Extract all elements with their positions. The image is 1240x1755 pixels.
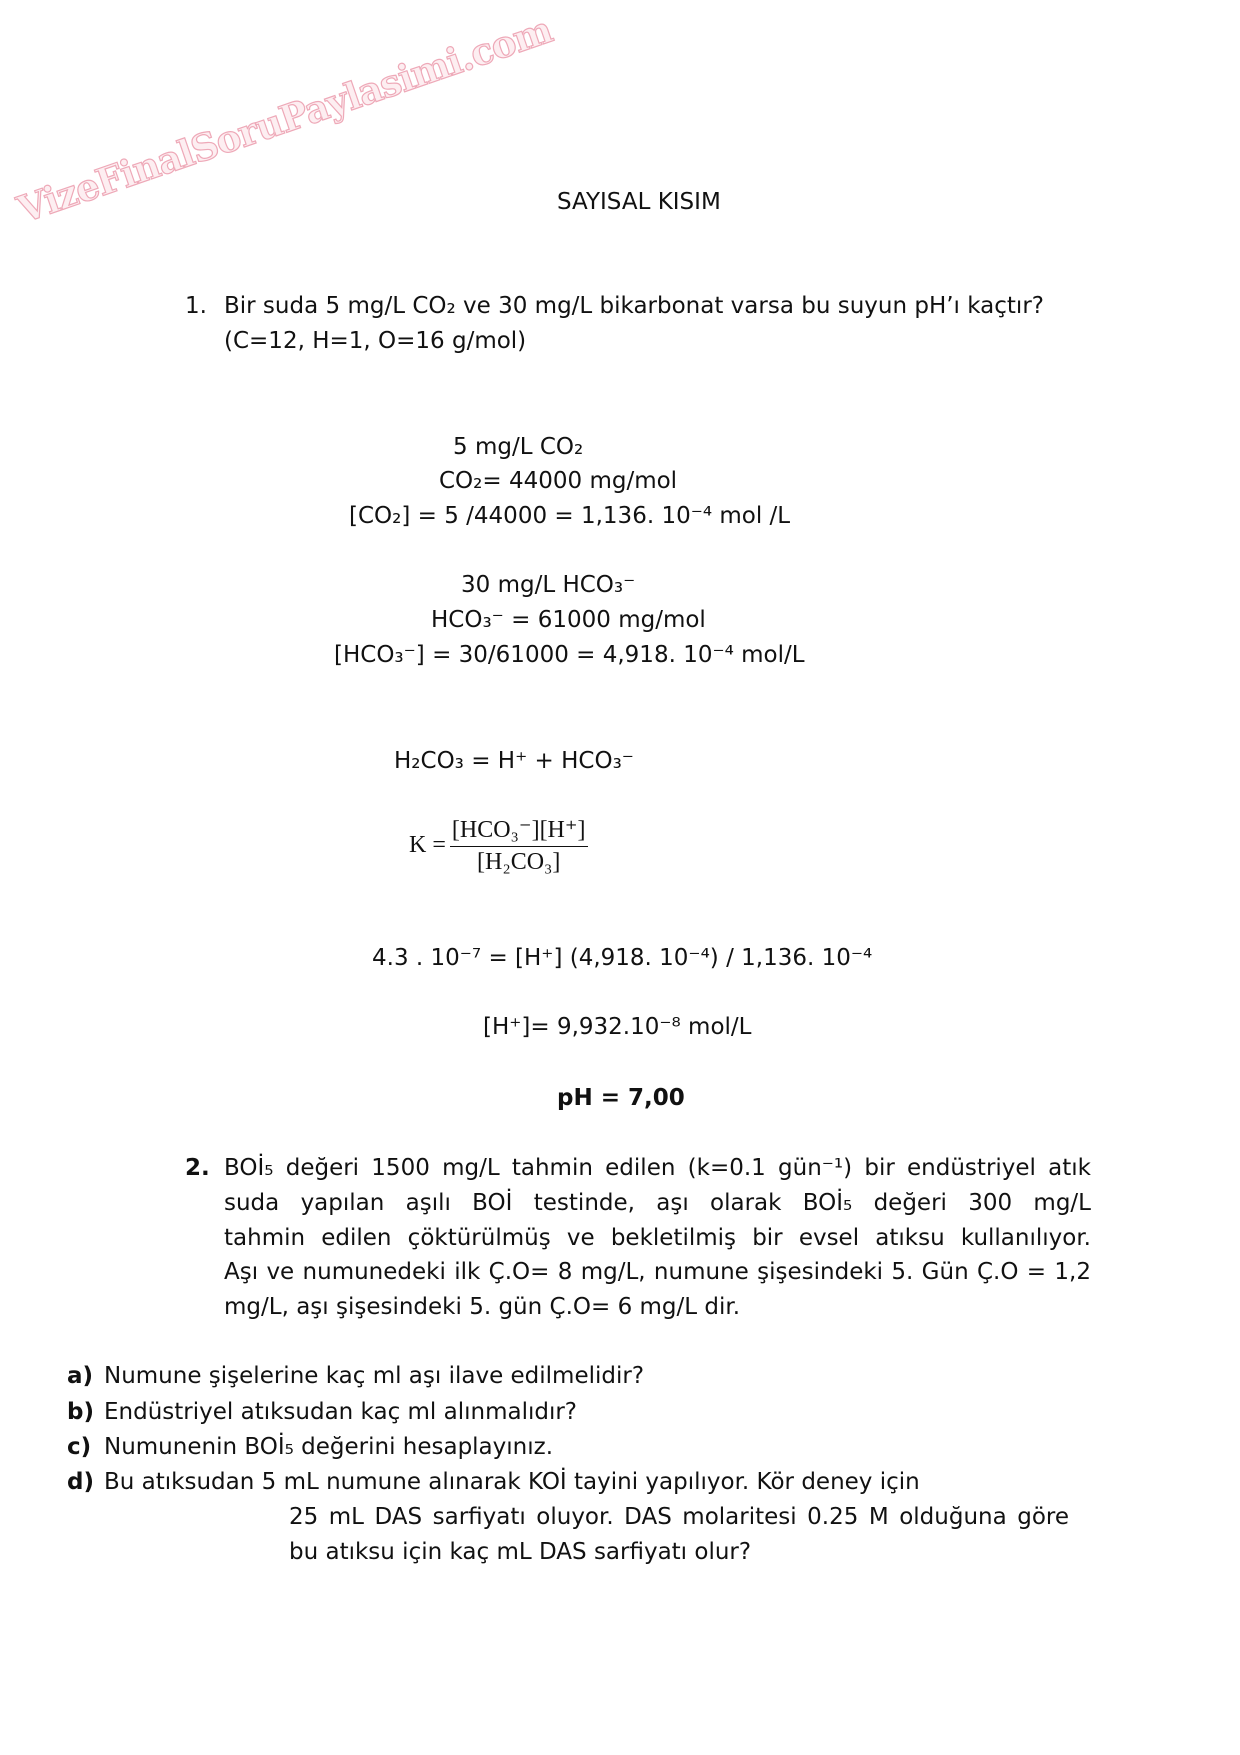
k-numerator: [HCO₃⁻][H⁺] (450, 815, 588, 847)
item-d-text: Bu atıksudan 5 mL numune alınarak KOİ tayini yapılıyor. Kör deney için (104, 1469, 920, 1495)
item-b-label: b) (67, 1399, 94, 1425)
item-d-continuation: 25 mL DAS sarfiyatı oluyor. DAS molaritesi 0.25 M olduğuna göre (289, 1504, 1069, 1530)
section-title: SAYISAL KISIM (557, 189, 721, 215)
item-c-label: c) (67, 1434, 92, 1460)
question-1-molar-masses: (C=12, H=1, O=16 g/mol) (224, 328, 527, 354)
calc-line: [HCO₃⁻] = 30/61000 = 4,918. 10⁻⁴ mol/L (334, 642, 805, 668)
calc-line: 30 mg/L HCO₃⁻ (461, 572, 636, 598)
question-2-line: Aşı ve numunedeki ilk Ç.O= 8 mg/L, numune şişesindeki 5. Gün Ç.O = 1,2 (224, 1259, 1091, 1285)
item-a-label: a) (67, 1363, 94, 1389)
question-2-line: mg/L, aşı şişesindeki 5. gün Ç.O= 6 mg/L dir. (224, 1294, 741, 1320)
question-1-number: 1. (185, 293, 207, 319)
calc-line: [CO₂] = 5 /44000 = 1,136. 10⁻⁴ mol /L (349, 503, 791, 529)
question-2-line: tahmin edilen çöktürülmüş ve bekletilmiş bir evsel atıksu kullanılıyor. (224, 1225, 1091, 1251)
reaction-equation: H₂CO₃ = H⁺ + HCO₃⁻ (394, 748, 634, 774)
question-1-text: Bir suda 5 mg/L CO₂ ve 30 mg/L bikarbonat varsa bu suyun pH’ı kaçtır? (224, 293, 1044, 319)
question-2-line: suda yapılan aşılı BOİ testinde, aşı olarak BOİ₅ değeri 300 mg/L (224, 1190, 1091, 1216)
item-b-text: Endüstriyel atıksudan kaç ml alınmalıdır? (104, 1399, 578, 1425)
item-d-continuation: bu atıksu için kaç mL DAS sarfiyatı olur? (289, 1539, 752, 1565)
equation-line: 4.3 . 10⁻⁷ = [H⁺] (4,918. 10⁻⁴) / 1,136. 10⁻⁴ (372, 945, 873, 971)
calc-line: CO₂= 44000 mg/mol (439, 468, 678, 494)
calc-line: HCO₃⁻ = 61000 mg/mol (431, 607, 706, 633)
ph-result: pH = 7,00 (557, 1085, 685, 1111)
equilibrium-constant-formula (409, 815, 588, 876)
k-label: K = (409, 832, 446, 858)
equation-line: [H⁺]= 9,932.10⁻⁸ mol/L (483, 1014, 752, 1040)
item-c-text: Numunenin BOİ₅ değerini hesaplayınız. (104, 1434, 554, 1460)
k-denominator: [H₂CO₃] (477, 849, 561, 875)
item-d-label: d) (67, 1469, 94, 1495)
question-2-number: 2. (185, 1155, 210, 1181)
calc-line: 5 mg/L CO₂ (453, 434, 584, 460)
watermark: VizeFinalSoruPaylasimi.com (12, 7, 558, 232)
question-2-line: BOİ₅ değeri 1500 mg/L tahmin edilen (k=0.1 gün⁻¹) bir endüstriyel atık (224, 1155, 1091, 1181)
item-a-text: Numune şişelerine kaç ml aşı ilave edilmelidir? (104, 1363, 645, 1389)
